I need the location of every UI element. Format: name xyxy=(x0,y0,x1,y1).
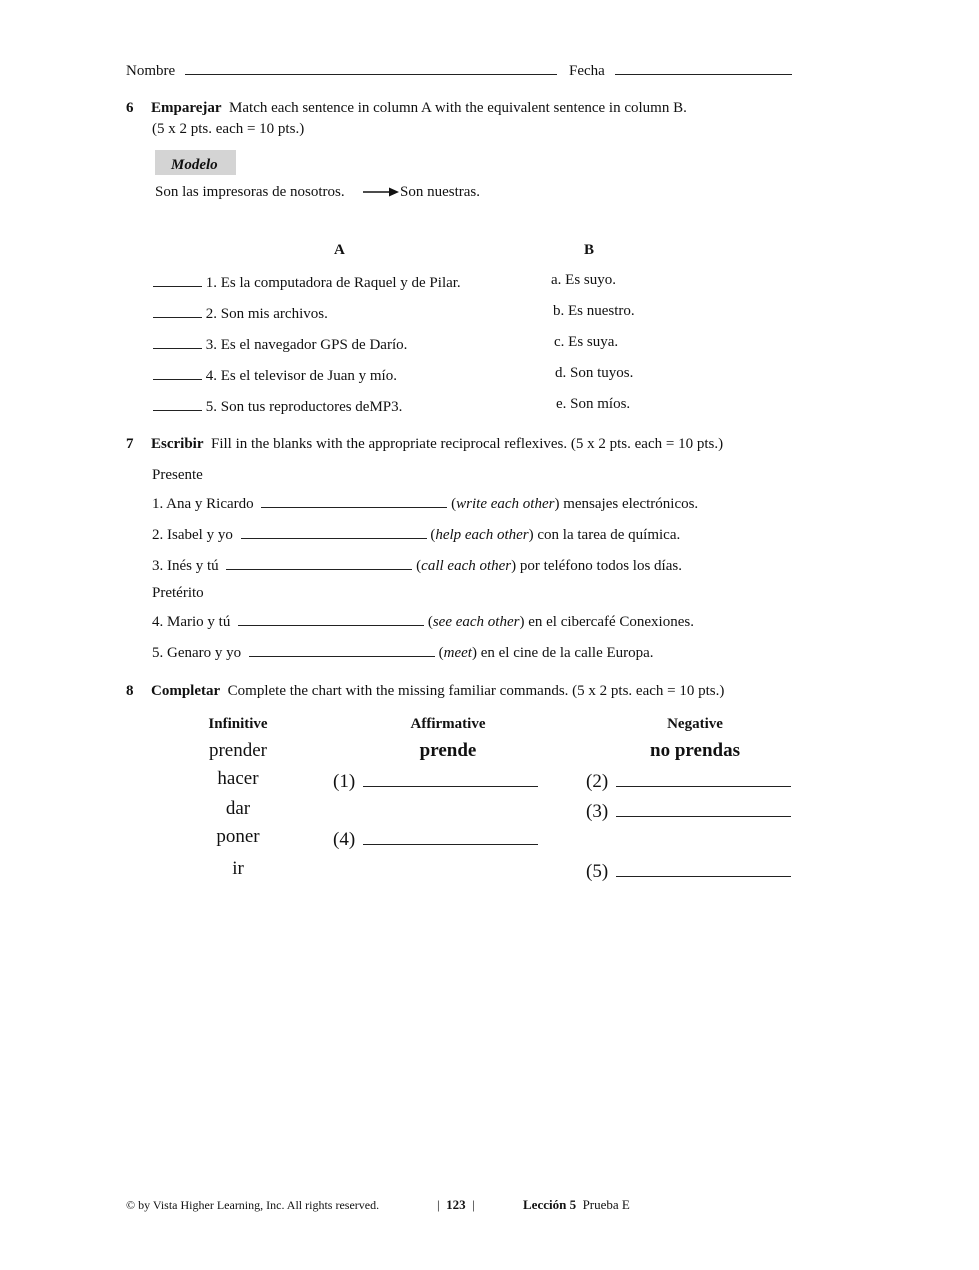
fill-item-hint: call each other xyxy=(421,558,512,574)
chart-example-infinitive: prender xyxy=(208,740,268,761)
date-line xyxy=(569,60,792,80)
match-blank[interactable] xyxy=(153,303,202,318)
fill-item-subject: 2. Isabel y yo xyxy=(152,527,233,543)
match-row-1 xyxy=(153,272,461,292)
section6-title: Emparejar xyxy=(151,100,222,116)
fill-item-rest: mensajes electrónicos. xyxy=(563,496,699,512)
name-blank[interactable] xyxy=(185,60,557,75)
fill-item-5: 5. Genaro y yo (meet) en el cine de la calle Europa. xyxy=(152,642,654,662)
fill-item-rest: con la tarea de química. xyxy=(537,527,681,543)
col-a-item: 4. Es el televisor de Juan y mío. xyxy=(205,368,397,384)
col-b-item: b. Es nuestro. xyxy=(553,303,635,319)
col-b-item: d. Son tuyos. xyxy=(555,365,634,381)
fill-item-3: 3. Inés y tú (call each other) por teléfono todos los días. xyxy=(152,555,682,575)
match-blank[interactable] xyxy=(153,272,202,287)
section7-instructions: Fill in the blanks with the appropriate reciprocal reflexives. (5 x 2 pts. each = 10 pts.) xyxy=(211,436,724,452)
col-b-item: a. Es suyo. xyxy=(551,272,616,288)
fill-blank[interactable] xyxy=(241,524,427,539)
chart-infinitive: hacer xyxy=(217,768,259,789)
chart-header-affirmative: Affirmative xyxy=(410,716,486,732)
chart-blank[interactable] xyxy=(363,826,538,845)
section8-heading xyxy=(151,683,724,700)
chart-affirmative-answer xyxy=(333,768,538,793)
chart-blank[interactable] xyxy=(616,768,791,787)
footer-lesson-line xyxy=(523,1197,630,1213)
footer-copyright: © by Vista Higher Learning, Inc. All rights reserved. xyxy=(126,1198,380,1212)
fill-blank[interactable] xyxy=(249,642,435,657)
date-label: Fecha xyxy=(569,63,605,79)
name-label: Nombre xyxy=(126,63,176,79)
chart-header-negative: Negative xyxy=(667,716,723,732)
section6-points: (5 x 2 pts. each = 10 pts.) xyxy=(152,121,305,137)
modelo-label: Modelo xyxy=(171,157,218,173)
chart-item-number: (2) xyxy=(586,771,609,792)
name-line xyxy=(126,60,557,80)
fill-item-1: 1. Ana y Ricardo (write each other) mensajes electrónicos. xyxy=(152,493,698,513)
presente-label: Presente xyxy=(152,467,203,483)
col-b-item: c. Es suya. xyxy=(554,334,619,350)
match-row-5 xyxy=(153,396,402,416)
chart-infinitive: ir xyxy=(232,858,244,879)
section6-heading xyxy=(151,100,687,117)
footer-test: Prueba E xyxy=(582,1197,630,1212)
section8-instructions: Complete the chart with the missing familiar commands. (5 x 2 pts. each = 10 pts.) xyxy=(227,683,725,699)
fill-item-hint: meet xyxy=(443,645,472,661)
chart-negative-answer xyxy=(586,858,791,883)
footer-page-number: 123 xyxy=(446,1197,466,1212)
chart-blank[interactable] xyxy=(616,858,791,877)
fill-item-hint: see each other xyxy=(432,614,520,630)
section7-heading xyxy=(151,436,723,453)
chart-item-number: (3) xyxy=(586,801,609,822)
footer-lesson: Lección 5 xyxy=(523,1197,577,1212)
chart-item-number: (4) xyxy=(333,829,356,850)
col-a-header: A xyxy=(334,242,345,258)
chart-blank[interactable] xyxy=(363,768,538,787)
col-b-item: e. Son míos. xyxy=(556,396,631,412)
section6-instructions: Match each sentence in column A with the equivalent sentence in column B. xyxy=(229,100,687,116)
match-blank[interactable] xyxy=(153,396,202,411)
match-row-2 xyxy=(153,303,328,323)
section6-number: 6 xyxy=(126,100,134,116)
modelo-sentence: Son las impresoras de nosotros. xyxy=(155,184,345,200)
arrow-right-icon xyxy=(363,186,399,198)
match-row-3 xyxy=(153,334,407,354)
fill-item-rest: por teléfono todos los días. xyxy=(519,558,682,574)
section8-number: 8 xyxy=(126,683,134,699)
fill-item-subject: 1. Ana y Ricardo xyxy=(152,496,254,512)
match-blank[interactable] xyxy=(153,334,202,349)
section7-title: Escribir xyxy=(151,436,204,452)
fill-blank[interactable] xyxy=(238,611,424,626)
chart-header-infinitive: Infinitive xyxy=(208,716,268,732)
chart-item-number: (5) xyxy=(586,861,609,882)
fill-item-4: 4. Mario y tú (see each other) en el cibercafé Conexiones. xyxy=(152,611,694,631)
chart-item-number: (1) xyxy=(333,771,356,792)
fill-item-hint: write each other xyxy=(456,496,555,512)
col-a-item: 1. Es la computadora de Raquel y de Pilar. xyxy=(205,275,461,291)
modelo-answer: Son nuestras. xyxy=(400,184,480,200)
chart-negative-answer xyxy=(586,768,791,793)
preterito-label: Pretérito xyxy=(152,585,204,601)
chart-infinitive: poner xyxy=(216,826,260,847)
match-row-4 xyxy=(153,365,397,385)
section8-title: Completar xyxy=(151,683,221,699)
section7-number: 7 xyxy=(126,436,134,452)
fill-item-subject: 5. Genaro y yo xyxy=(152,645,242,661)
col-a-item: 5. Son tus reproductores deMP3. xyxy=(205,399,403,415)
chart-blank[interactable] xyxy=(616,798,791,817)
fill-blank[interactable] xyxy=(226,555,412,570)
chart-example-negative: no prendas xyxy=(650,740,740,761)
fill-item-2: 2. Isabel y yo (help each other) con la tarea de química. xyxy=(152,524,680,544)
fill-item-rest: en el cibercafé Conexiones. xyxy=(528,614,694,630)
chart-example-affirmative: prende xyxy=(419,740,477,761)
fill-item-rest: en el cine de la calle Europa. xyxy=(480,645,654,661)
match-blank[interactable] xyxy=(153,365,202,380)
fill-blank[interactable] xyxy=(261,493,447,508)
col-a-item: 3. Es el navegador GPS de Darío. xyxy=(205,337,408,353)
chart-infinitive: dar xyxy=(225,798,251,819)
fill-item-subject: 3. Inés y tú xyxy=(152,558,219,574)
col-a-item: 2. Son mis archivos. xyxy=(205,306,328,322)
footer-page: | 123 | xyxy=(437,1197,475,1212)
chart-negative-answer xyxy=(586,798,791,823)
date-blank[interactable] xyxy=(615,60,792,75)
fill-item-hint: help each other xyxy=(435,527,529,543)
chart-affirmative-answer xyxy=(333,826,538,851)
fill-item-subject: 4. Mario y tú xyxy=(152,614,231,630)
col-b-header: B xyxy=(584,242,595,258)
